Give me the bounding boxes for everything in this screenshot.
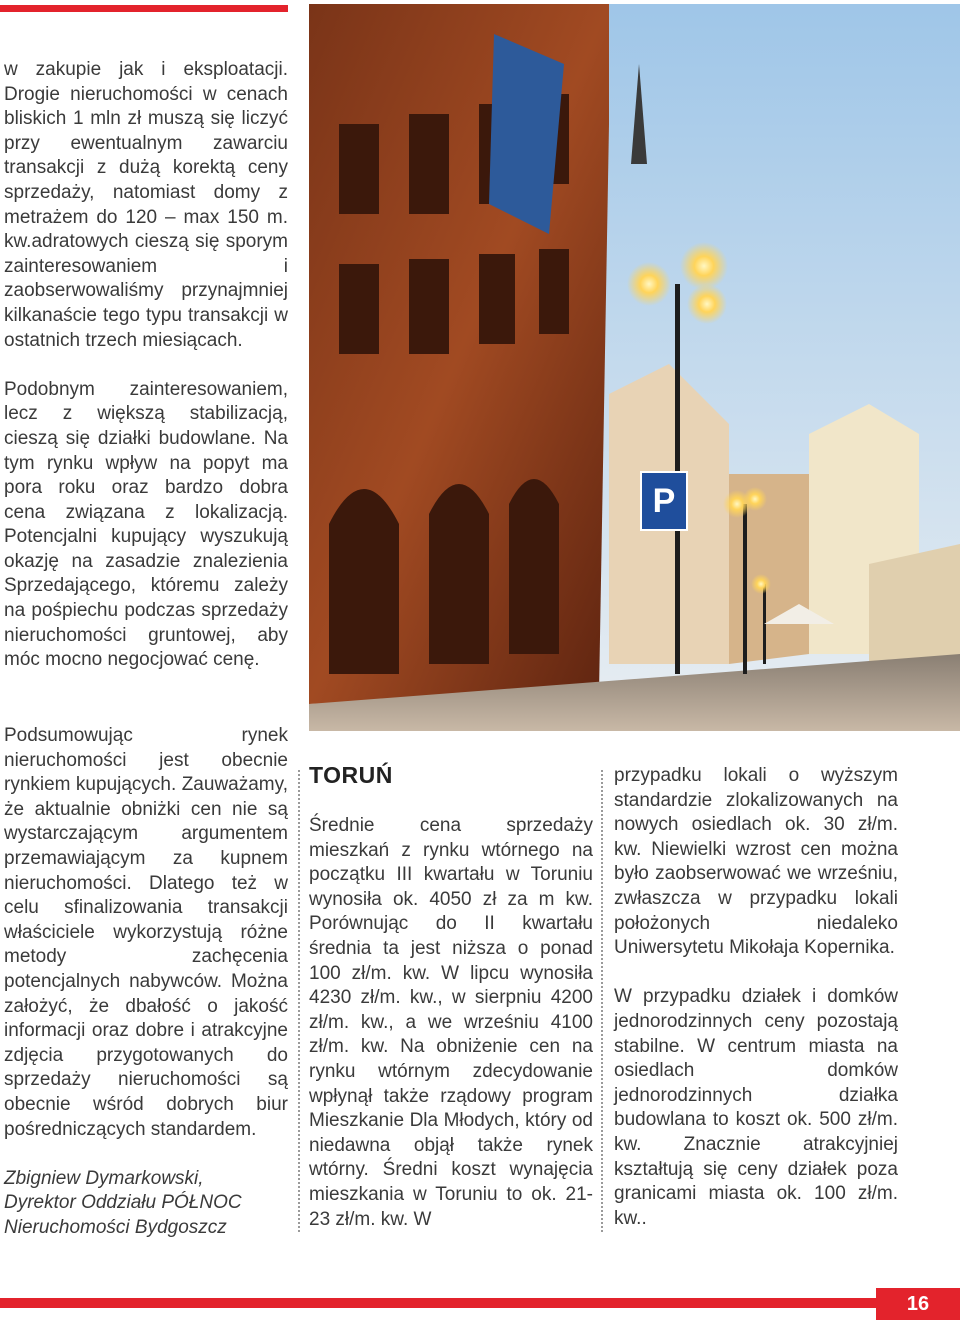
paragraph-plots: Podobnym zainteresowaniem, lecz z większą stabilizacją, cieszą się działki budowlane. Na tym rynku wpływ na popyt ma pora roku oraz bardzo dobra cena związana z lokalizacją. Potencjalni kupujący wyszukują okazję na zasadzie znalezienia Sprzedającego, któremu zależy na pośpiechu podczas sprzedaży nieruchomości gruntowej, aby móc mocno negocjować cenę. <box>4 378 288 671</box>
right-column <box>614 764 898 1256</box>
page-number: 16 <box>876 1288 960 1320</box>
top-accent-bar <box>0 5 288 12</box>
author-company: Nieruchomości Bydgoszcz <box>4 1216 227 1238</box>
section-title-torun: TORUŃ <box>309 762 393 788</box>
author-name: Zbigniew Dymarkowski, <box>4 1167 204 1189</box>
paragraph-torun-rent: przypadku lokali o wyższym standardzie zlokalizowanych na nowych osiedlach ok. 30 zł/m. kw. Niewielki wzrost cen można było zaobserwować we wrześniu, zwłaszcza w przypadku lokali położonych niedaleko Uniwersytetu Mikołaja Kopernika. <box>614 765 898 959</box>
middle-column <box>309 814 593 1257</box>
paragraph-purchase: w zakupie jak i eksploatacji. Drogie nieruchomości w cenach bliskich 1 mln zł muszą się liczyć przy ewentualnym zawarciu transakcji z dużą korektą ceny sprzedaży, natomiast domy z metrażem do 120 – max 150 m. kw.adratowych cieszą się sporym zainteresowaniem i zaobserwowaliśmy przynajmniej kilkanaście tego typu transakcji w ostatnich trzech miesiącach. <box>4 59 288 351</box>
footer-accent-bar <box>0 1298 876 1308</box>
paragraph-torun-plots: W przypadku działek i domków jednorodzinnych ceny pozostają stabilne. W centrum miasta na osiedlach domków jednorodzinnych działka budowlana to koszt ok. 500 zł/m. kw. Znacznie atrakcyjniej kształtują się ceny działek poza granicami miasta ok. 100 zł/m. kw.. <box>614 986 898 1229</box>
column-divider-right <box>601 770 603 1232</box>
left-column-bottom <box>4 724 288 1240</box>
author-role: Dyrektor Oddziału PÓŁNOC <box>4 1192 242 1214</box>
parking-sign-letter: P <box>652 482 676 520</box>
author-signature <box>4 1167 288 1241</box>
paragraph-torun-prices: Średnie cena sprzedaży mieszkań z rynku wtórnego na początku III kwartału w Toruniu wynosiła ok. 4050 zł za m kw. Porównując do II kwartału średnia ta jest niższa o ponad 100 zł/m. kw. W lipcu wynosiła 4230 zł/m. kw., w sierpniu 4200 zł/m. kw., a we wrześniu 4100 zł/m. kw. Na obniżenie cen na rynku wtórnym zdecydowanie wpłynął także rządowy program Mieszkanie Dla Młodych, który od niedawna objął także rynek wtórny. Średni koszt wynajęcia mieszkania w Toruniu to ok. 21-23 zł/m. kw. W <box>309 815 593 1230</box>
paragraph-summary: Podsumowując rynek nieruchomości jest obecnie rynkiem kupujących. Zauważamy, że aktualnie obniżki cen nie są wystarczającym argumentem przemawiającym za kupnem nieruchomości. Dlatego też w celu sfinalizowania transakcji właściciele wykorzystują różne metody zachęcenia potencjalnych nabywców. Można założyć, że dbałość o jakość informacji oraz dobre i atrakcyjne zdjęcia przygotowanych do sprzedaży nieruchomości są obecnie wśród dobrych biur pośredniczących standardem. <box>4 725 288 1140</box>
column-divider-left <box>298 770 300 1232</box>
left-column-top <box>4 58 288 697</box>
torun-street-photo <box>309 4 960 731</box>
